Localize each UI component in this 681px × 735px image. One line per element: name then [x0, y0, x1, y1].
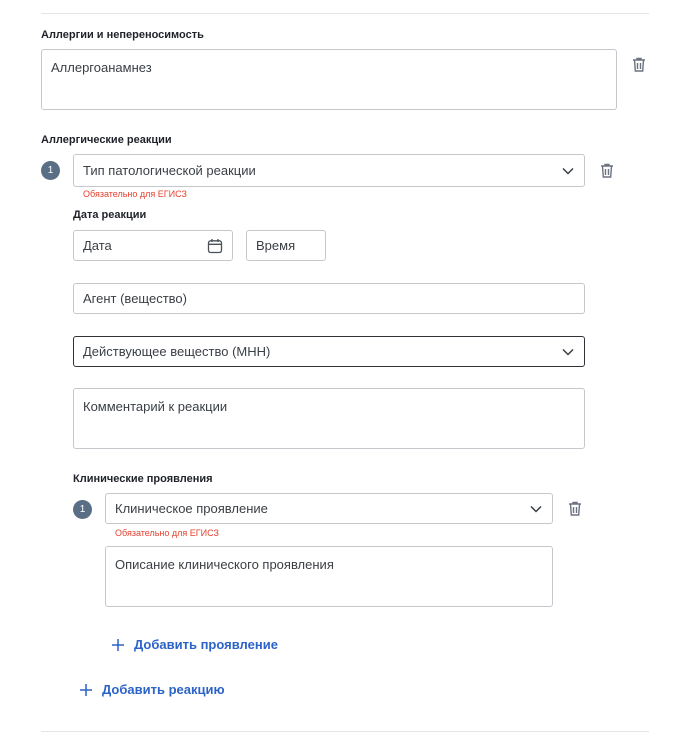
reaction-number-badge: 1: [41, 161, 60, 180]
active-substance-placeholder: Действующее вещество (МНН): [83, 344, 271, 359]
chevron-down-icon: [561, 345, 575, 359]
add-manifestation-label: Добавить проявление: [134, 637, 278, 652]
delete-reaction-button[interactable]: [598, 161, 616, 179]
reaction-date-field[interactable]: [73, 230, 233, 261]
reaction-type-select[interactable]: [73, 154, 585, 187]
manifestation-placeholder: Клиническое проявление: [115, 501, 268, 516]
plus-icon: [111, 638, 125, 652]
manifestation-required-note: Обязательно для ЕГИСЗ: [115, 528, 219, 538]
allergy-anamnesis-field[interactable]: [41, 49, 617, 110]
trash-icon: [631, 56, 647, 73]
clinical-title: Клинические проявления: [73, 473, 213, 485]
add-reaction-button[interactable]: [79, 682, 225, 697]
reaction-type-placeholder: Тип патологической реакции: [83, 163, 256, 178]
reaction-comment-field[interactable]: [73, 388, 585, 449]
delete-anamnesis-button[interactable]: [630, 55, 648, 73]
calendar-icon[interactable]: [207, 238, 223, 254]
reaction-agent-placeholder: Агент (вещество): [83, 291, 187, 306]
active-substance-select[interactable]: [73, 336, 585, 367]
bottom-divider: [41, 731, 649, 732]
manifestation-select[interactable]: [105, 493, 553, 524]
reaction-agent-field[interactable]: [73, 283, 585, 314]
manifestation-description-field[interactable]: [105, 546, 553, 607]
reaction-time-placeholder: Время: [256, 238, 296, 253]
reaction-date-label: Дата реакции: [73, 209, 147, 221]
reaction-date-placeholder: Дата: [83, 238, 112, 253]
allergy-anamnesis-placeholder: Аллергоанамнез: [51, 60, 152, 75]
delete-manifestation-button[interactable]: [566, 499, 584, 517]
add-reaction-label: Добавить реакцию: [102, 682, 225, 697]
manifestation-number-badge: 1: [73, 500, 92, 519]
trash-icon: [599, 162, 615, 179]
reaction-comment-placeholder: Комментарий к реакции: [83, 399, 228, 414]
reaction-type-required-note: Обязательно для ЕГИСЗ: [83, 189, 187, 199]
chevron-down-icon: [561, 164, 575, 178]
allergies-title: Аллергии и непереносимость: [41, 29, 204, 41]
plus-icon: [79, 683, 93, 697]
reactions-title: Аллергические реакции: [41, 134, 172, 146]
top-divider: [41, 13, 649, 14]
reaction-time-field[interactable]: [246, 230, 326, 261]
chevron-down-icon: [529, 502, 543, 516]
add-manifestation-button[interactable]: [111, 637, 278, 652]
manifestation-description-placeholder: Описание клинического проявления: [115, 557, 334, 572]
trash-icon: [567, 500, 583, 517]
